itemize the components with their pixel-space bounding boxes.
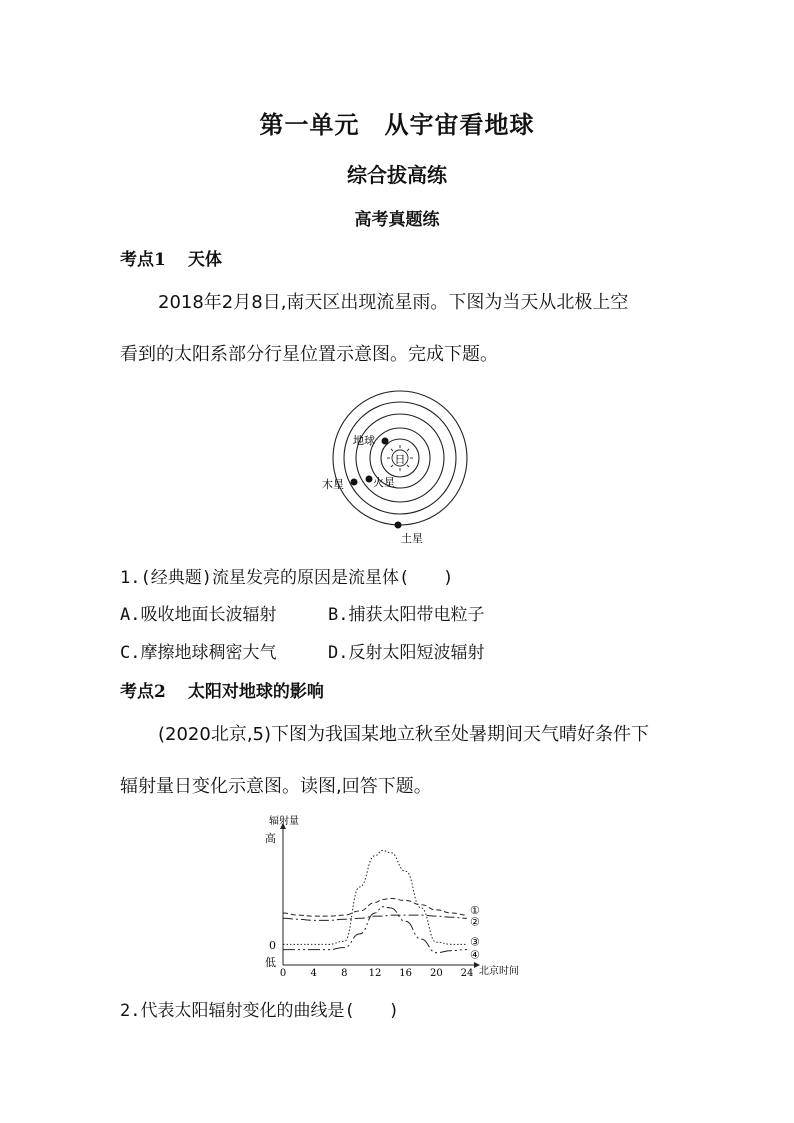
x-tick-label: 24 bbox=[460, 968, 474, 979]
q1-option-d: D.反射太阳短波辐射 bbox=[328, 643, 485, 663]
x-tick-label: 16 bbox=[399, 968, 413, 979]
q1-option-b: B.捕获太阳带电粒子 bbox=[328, 605, 485, 625]
passage1-line2: 看到的太阳系部分行星位置示意图。完成下题。 bbox=[120, 344, 498, 365]
saturn-dot bbox=[395, 522, 402, 529]
x-tick-label: 20 bbox=[429, 968, 443, 979]
kaodian1-label: 考点1 bbox=[120, 250, 166, 270]
series-label-3: ③ bbox=[470, 935, 480, 949]
q2-stem: 2.代表太阳辐射变化的曲线是( ) bbox=[120, 1001, 399, 1021]
earth-dot bbox=[382, 438, 389, 445]
x-tick-label: 12 bbox=[368, 968, 382, 979]
series-label-1: ① bbox=[470, 904, 480, 918]
kaodian2-heading bbox=[120, 677, 324, 702]
kaodian1-topic: 天体 bbox=[187, 250, 222, 270]
q1-option-a: A.吸收地面长波辐射 bbox=[120, 605, 277, 625]
radiation-chart bbox=[255, 810, 535, 982]
x-tick-label: 0 bbox=[279, 968, 287, 979]
subtitle: 综合拔高练 bbox=[347, 163, 447, 187]
sun-label: 日 bbox=[394, 453, 406, 466]
jupiter-label: 木星 bbox=[322, 478, 344, 491]
solar-system-diagram bbox=[318, 382, 488, 547]
mars-label: 火星 bbox=[373, 476, 395, 489]
passage1-line1: 2018年2月8日,南天区出现流星雨。下图为当天从北极上空 bbox=[158, 292, 629, 313]
series-line-4 bbox=[283, 907, 467, 953]
q1-option-c: C.摩擦地球稠密大气 bbox=[120, 643, 277, 663]
series-label-2: ② bbox=[470, 915, 480, 929]
kaodian1-heading bbox=[120, 245, 222, 270]
y-axis-label: 辐射量 bbox=[269, 816, 299, 827]
page-title: 第一单元 从宇宙看地球 bbox=[259, 110, 535, 139]
series-label-4: ④ bbox=[470, 948, 480, 962]
y-zero-label: 0 bbox=[269, 939, 276, 952]
earth-label: 地球 bbox=[353, 434, 375, 447]
y-low-label: 低 bbox=[265, 956, 276, 969]
kaodian2-topic: 太阳对地球的影响 bbox=[187, 682, 324, 702]
saturn-label: 土星 bbox=[401, 532, 423, 545]
section-heading: 高考真题练 bbox=[354, 210, 440, 230]
series-line-3 bbox=[283, 850, 467, 944]
x-tick-label: 8 bbox=[341, 968, 348, 979]
passage2-line1: (2020北京,5)下图为我国某地立秋至处暑期间天气晴好条件下 bbox=[158, 724, 650, 745]
x-axis-label: 北京时间 bbox=[479, 966, 519, 977]
jupiter-dot bbox=[351, 479, 358, 486]
passage2-line2: 辐射量日变化示意图。读图,回答下题。 bbox=[120, 776, 432, 797]
kaodian2-label: 考点2 bbox=[120, 682, 166, 702]
mars-dot bbox=[366, 476, 373, 483]
y-high-label: 高 bbox=[265, 832, 276, 845]
x-tick-label: 4 bbox=[310, 968, 317, 979]
q1-stem: 1.(经典题)流星发亮的原因是流星体( ) bbox=[120, 568, 454, 588]
